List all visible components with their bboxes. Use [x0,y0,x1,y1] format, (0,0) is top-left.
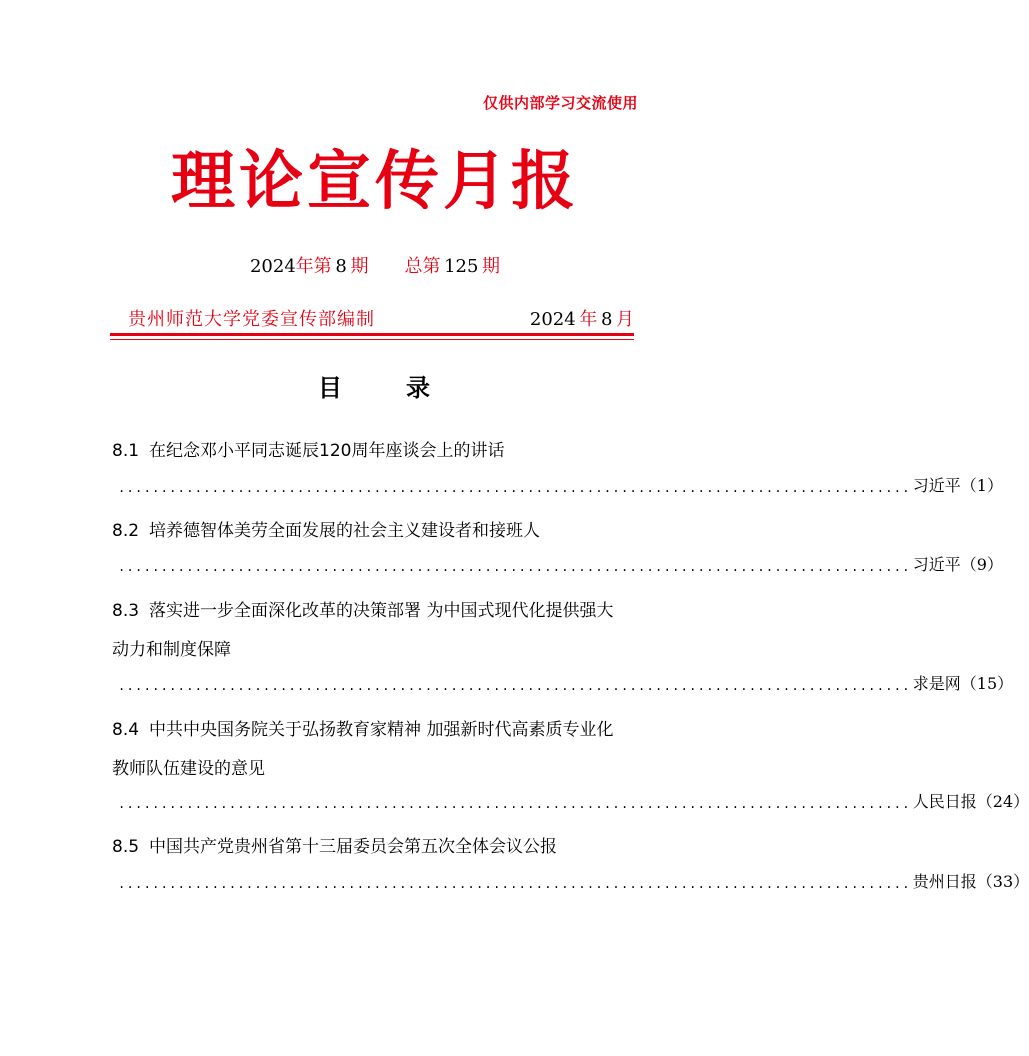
publisher-row [128,305,634,331]
toc-heading [0,368,750,403]
toc-entry-title: 落实进一步全面深化改革的决策部署 为中国式现代化提供强大 [149,601,614,621]
toc-entry-leader [118,553,1003,575]
masthead-rule-thin [110,339,634,340]
issue-label: 期 [350,256,369,277]
leader-dots: ............................................................................................. [118,679,911,693]
masthead-rule-thick [110,333,634,336]
toc-entry-number: 8.3 [112,601,140,621]
issue-year: 2024 [249,256,296,277]
toc-entry-leader [118,672,1014,694]
toc-entry-title-continued: 教师队伍建设的意见 [112,759,265,779]
toc-entry[interactable] [112,436,632,461]
issue-line [0,252,750,278]
toc-entry-source: 习近平（1） [912,476,1003,495]
toc-entry-source: 贵州日报（33） [912,872,1029,891]
publish-year: 2024 [529,309,576,330]
toc-entry-title: 培养德智体美劳全面发展的社会主义建设者和接班人 [149,521,541,541]
total-issue-label: 总第 [404,256,441,277]
publish-month: 8 [600,309,613,330]
toc-entry-title-continued: 动力和制度保障 [112,640,231,660]
toc-entry[interactable] [112,596,632,660]
toc-entry-leader [118,474,1003,496]
issue-year-label: 年第 [295,256,332,277]
toc-heading-char-2: 录 [406,374,432,402]
toc-entry-title: 中共中央国务院关于弘扬教育家精神 加强新时代高素质专业化 [149,720,614,740]
toc-entry-source: 习近平（9） [912,555,1003,574]
masthead-title: 理论宣传月报 [171,144,579,219]
publish-date [530,305,634,331]
toc-entry-number: 8.4 [112,720,140,740]
toc-entry-title: 在纪念邓小平同志诞辰120周年座谈会上的讲话 [149,441,505,461]
toc-entry[interactable] [112,715,632,779]
internal-use-notice: 仅供内部学习交流使用 [482,94,638,112]
issue-number: 8 [335,256,347,277]
toc-entry-leader [118,870,1029,892]
publisher-name: 贵州师范大学党委宣传部编制 [128,309,375,330]
leader-dots: ............................................................................................. [118,877,911,891]
toc-entry[interactable] [112,516,632,541]
leader-dots: ............................................................................................. [118,560,911,574]
total-issue-number: 125 [444,256,479,277]
toc-entry-title: 中国共产党贵州省第十三届委员会第五次全体会议公报 [149,837,558,857]
toc-entry-number: 8.2 [112,521,140,541]
toc-heading-char-1: 目 [318,374,344,402]
toc-entry-number: 8.5 [112,837,140,857]
leader-dots: ............................................................................................. [118,797,911,811]
toc-entry-source: 人民日报（24） [912,792,1029,811]
toc-entry-number: 8.1 [112,441,140,461]
publish-month-label: 月 [616,309,634,330]
total-issue-suffix: 期 [482,256,501,277]
toc-entry-leader [118,790,1029,812]
publish-year-label: 年 [579,309,598,330]
toc-entry[interactable] [112,832,632,857]
leader-dots: ............................................................................................. [118,481,911,495]
toc-entry-source: 求是网（15） [912,674,1014,693]
